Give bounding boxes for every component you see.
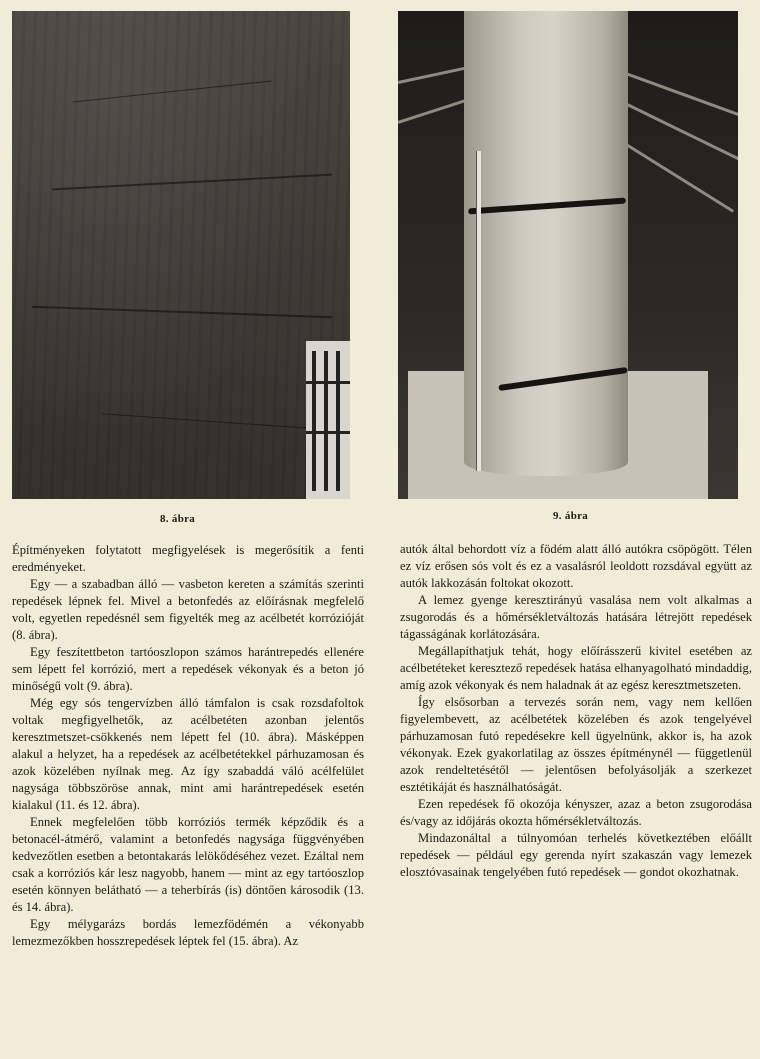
paragraph: Még egy sós tengervízben álló támfalon is csak rozsdafoltok voltak megfigyelhetők, az acélbetéten azonban jelentős keresztmetszet-csökkenés nem lépett fel (10. ábra). Másképpen alakul a helyzet, ha a repedések az acélbetétekkel párhuzamosan és azok közelében nyílnak meg. Az így szabaddá váló acélfelület nagysága többszöröse annak, mint ami harántrepedések esetén kialakul (11. és 12. ábra). — [12, 696, 364, 812]
left-text-column — [12, 542, 364, 950]
paragraph: Ennek megfelelően több korróziós termék képződik és a betonacél-átmérő, valamint a betonfedés nagysága függvényében kedvezőtlen esetben a betontakarás lelökődéséhez vezet. Ezáltal nem csak a korróziós kár lesz nagyobb, hanem — mint az egy tartóoszlop esetén könnyen belátható — a teherbírás (is) döntően károsodik (13. és 14. ábra). — [12, 815, 364, 914]
paragraph: Ezen repedések fő okozója kényszer, azaz a beton zsugorodása és/vagy az időjárás okozta hőmérsékletváltozás. — [400, 797, 752, 828]
figure-9-caption: 9. ábra — [553, 510, 589, 522]
paragraph: Így elsősorban a tervezés során nem, vagy nem kellően figyelembevett, az acélbetétek közelében és azok tengelyével párhuzamosan futó repedésekre kell ügyelnünk, akkor is, ha azok vékonyak. Ezek gyakorlatilag az összes építménynél — függetlenül azok rendeltetésétől — jelentősen befolyásolják a szerkezet esztétikáját és használhatóságát. — [400, 695, 752, 794]
figure-8-photo — [12, 11, 350, 499]
paragraph: Egy feszítettbeton tartóoszlopon számos harántrepedés ellenére sem lépett fel korrózió, mert a repedések vékonyak és a beton jó minőségű volt (9. ábra). — [12, 645, 364, 693]
paragraph: A lemez gyenge keresztirányú vasalása nem volt alkalmas a zsugorodás és a hőmérsékletváltozás hatására létrejött repedések tágasságának korlátozására. — [400, 593, 752, 641]
paragraph: Egy mélygarázs bordás lemezfödémén a vékonyabb lemezmezőkben hosszrepedések léptek fel (15. ábra). Az — [12, 917, 364, 948]
paragraph: Mindazonáltal a túlnyomóan terhelés következtében előállt repedések — például egy gerenda nyírt szakaszán vagy lemezek elosztóvasainak tengelyében futó repedések — gondot okozhatnak. — [400, 831, 752, 879]
paragraph: Építményeken folytatott megfigyelések is megerősítik a fenti eredményeket. — [12, 543, 364, 574]
right-text-column — [400, 541, 752, 881]
paragraph: autók által behordott víz a födém alatt álló autókra csöpögött. Télen ez víz erősen sós volt és ez a vasalásról leoldott rozsdával együtt az autók lakkozásán foltokat okozott. — [400, 542, 752, 590]
paragraph: Megállapíthatjuk tehát, hogy előírásszerű kivitel esetében az acélbetéteket keresztező repedések hatása elhanyagolható mindaddig, amíg azok vékonyak és nem haladnak át az egész keresztmetszeten. — [400, 644, 752, 692]
paragraph: Egy — a szabadban álló — vasbeton kereten a számítás szerinti repedések lépnek fel. Mivel a betonfedés az előírásnak megfelelő volt, egyetlen repedésnél sem figyelték meg az acélbetét korrózióját (8. ábra). — [12, 577, 364, 642]
figure-8-caption: 8. ábra — [160, 513, 196, 525]
figure-9-photo — [398, 11, 738, 499]
